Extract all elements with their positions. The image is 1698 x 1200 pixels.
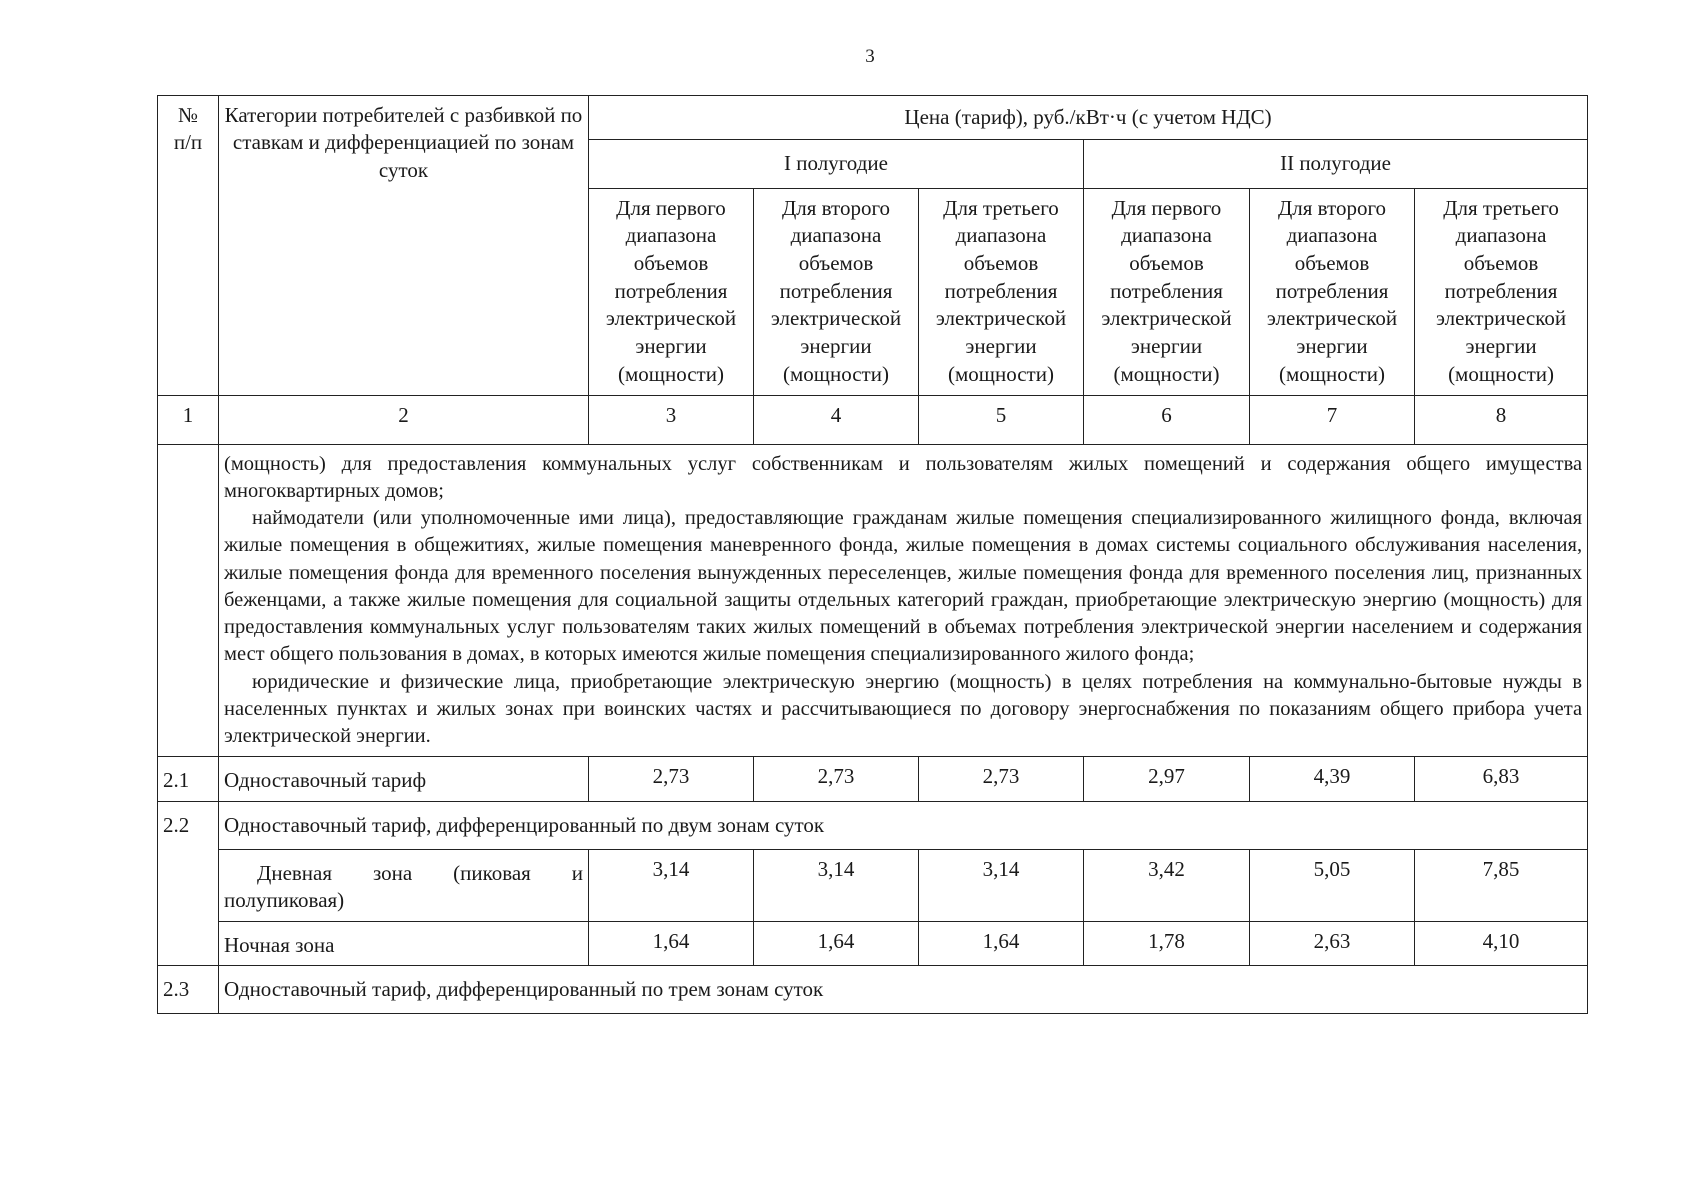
range-5-line-1: Для второго <box>1277 195 1387 220</box>
range-3-line-2: диапазона <box>955 223 1047 248</box>
range-5-line-6: энергии <box>1296 334 1368 359</box>
header-col-num <box>158 96 219 396</box>
row-number: 2.2 <box>158 801 219 965</box>
table-row-2-1 <box>158 757 1588 801</box>
tariff-value: 1,78 <box>1084 921 1250 965</box>
header-row-1 <box>158 96 1588 140</box>
row-label: Одноставочный тариф <box>219 757 589 801</box>
range-6-line-1: Для третьего <box>1443 195 1559 220</box>
range-1-line-3: объемов <box>633 251 709 276</box>
header-range-6 <box>1415 188 1588 395</box>
column-number: 5 <box>919 395 1084 444</box>
day-zone-label-line-2: полупиковая) <box>224 888 345 913</box>
column-number: 6 <box>1084 395 1250 444</box>
tariff-value: 3,14 <box>754 849 919 921</box>
range-2-line-1: Для второго <box>781 195 891 220</box>
description-paragraph-1: (мощность) для предоставления коммунальных услуг собственникам и пользователям жилых помещений и содержания общего имущества многоквартирных домов; <box>224 452 1583 502</box>
tariff-value: 4,39 <box>1250 757 1415 801</box>
range-5-line-7: (мощности) <box>1279 361 1385 386</box>
page-number: 3 <box>865 46 875 67</box>
tariff-value: 7,85 <box>1415 849 1588 921</box>
header-price-title: Цена (тариф), руб./кВт·ч (с учетом НДС) <box>589 96 1588 140</box>
row-label: Одноставочный тариф, дифференцированный по трем зонам суток <box>219 965 1588 1013</box>
column-number: 8 <box>1415 395 1588 444</box>
table-row-2-2-day <box>158 849 1588 921</box>
header-range-3 <box>919 188 1084 395</box>
range-3-line-1: Для третьего <box>943 195 1059 220</box>
range-6-line-3: объемов <box>1463 251 1539 276</box>
tariff-value: 4,10 <box>1415 921 1588 965</box>
header-col-num-line2: п/п <box>173 130 203 155</box>
tariff-value: 2,73 <box>589 757 754 801</box>
range-6-line-6: энергии <box>1465 334 1537 359</box>
tariff-value: 5,05 <box>1250 849 1415 921</box>
range-6-line-7: (мощности) <box>1448 361 1555 386</box>
row-label-day-zone <box>219 849 589 921</box>
column-numbers-row <box>158 395 1588 444</box>
description-cell <box>219 444 1588 757</box>
range-4-line-7: (мощности) <box>1113 361 1220 386</box>
range-4-line-6: энергии <box>1130 334 1203 359</box>
column-number: 1 <box>158 395 219 444</box>
range-2-line-4: потребления <box>779 278 893 303</box>
range-3-line-3: объемов <box>963 251 1039 276</box>
range-4-line-3: объемов <box>1129 251 1204 276</box>
header-range-4 <box>1084 188 1250 395</box>
tariff-value: 2,73 <box>754 757 919 801</box>
tariff-value: 3,14 <box>919 849 1084 921</box>
header-col-category: Категории потребителей с разбивкой по ставкам и дифференциацией по зонам суток <box>219 96 589 396</box>
row-label-night-zone: Ночная зона <box>219 921 589 965</box>
tariff-value: 1,64 <box>589 921 754 965</box>
day-zone-label-line-1: Дневная зона (пиковая и <box>257 860 583 885</box>
row-number: 2.1 <box>158 757 219 801</box>
table-row-2-2-night <box>158 921 1588 965</box>
range-4-line-5: электрической <box>1101 306 1232 331</box>
header-half-2: II полугодие <box>1084 140 1588 188</box>
range-5-line-3: объемов <box>1294 251 1370 276</box>
tariff-value: 3,42 <box>1084 849 1250 921</box>
table-row-2-2 <box>158 801 1588 849</box>
range-5-line-2: диапазона <box>1286 223 1378 248</box>
range-2-line-7: (мощности) <box>783 361 889 386</box>
range-3-line-6: энергии <box>965 334 1037 359</box>
range-4-line-4: потребления <box>1110 278 1223 303</box>
range-4-line-2: диапазона <box>1121 223 1212 248</box>
header-half-1: I полугодие <box>589 140 1084 188</box>
range-4-line-1: Для первого <box>1111 195 1222 220</box>
range-3-line-5: электрической <box>935 306 1067 331</box>
description-num-cell <box>158 444 219 757</box>
description-row <box>158 444 1588 757</box>
range-2-line-2: диапазона <box>790 223 882 248</box>
header-range-5 <box>1250 188 1415 395</box>
header-range-2 <box>754 188 919 395</box>
tariff-table <box>157 95 1588 1014</box>
tariff-value: 2,63 <box>1250 921 1415 965</box>
range-2-line-3: объемов <box>798 251 874 276</box>
range-2-line-6: энергии <box>800 334 872 359</box>
tariff-value: 2,97 <box>1084 757 1250 801</box>
header-col-num-line1: № <box>177 103 199 127</box>
description-paragraph-2: наймодатели (или уполномоченные ими лица), предоставляющие гражданам жилые помещения специализированного жилищного фонда, включая жилые помещения в общежитиях, жилые помещения маневренного фонда, жилые помещения в домах системы социального обслуживания населения, жилые помещения фонда для временного поселения вынужденных переселенцев, жилые помещения фонда для временного поселения лиц, признанных беженцами, а также жилые помещения для социальной защиты отдельных категорий граждан, приобретающие электрическую энергию (мощность) для предоставления коммунальных услуг пользователям таких жилых помещений в объемах потребления электрической энергии населением и содержания мест общего пользования в домах, в которых имеются жилые помещения специализированного жилого фонда; <box>224 507 1583 666</box>
range-6-line-2: диапазона <box>1455 223 1547 248</box>
row-label: Одноставочный тариф, дифференцированный по двум зонам суток <box>219 801 1588 849</box>
tariff-value: 3,14 <box>589 849 754 921</box>
tariff-value: 2,73 <box>919 757 1084 801</box>
range-1-line-7: (мощности) <box>618 361 724 386</box>
header-range-1 <box>589 188 754 395</box>
tariff-value: 1,64 <box>919 921 1084 965</box>
range-6-line-5: электрической <box>1435 306 1567 331</box>
column-number: 3 <box>589 395 754 444</box>
range-5-line-4: потребления <box>1275 278 1389 303</box>
tariff-value: 6,83 <box>1415 757 1588 801</box>
row-number: 2.3 <box>158 965 219 1013</box>
column-number: 4 <box>754 395 919 444</box>
range-1-line-4: потребления <box>614 278 728 303</box>
table-row-2-3 <box>158 965 1588 1013</box>
range-1-line-2: диапазона <box>625 223 717 248</box>
range-1-line-6: энергии <box>635 334 707 359</box>
range-3-line-4: потребления <box>944 278 1058 303</box>
range-1-line-1: Для первого <box>616 195 726 220</box>
range-2-line-5: электрической <box>770 306 902 331</box>
column-number: 7 <box>1250 395 1415 444</box>
range-6-line-4: потребления <box>1444 278 1558 303</box>
column-number: 2 <box>219 395 589 444</box>
range-1-line-5: электрической <box>605 306 737 331</box>
description-paragraph-3: юридические и физические лица, приобретающие электрическую энергию (мощность) в целях потребления на коммунально-бытовые нужды в населенных пунктах и жилых зонах при воинских частях и рассчитывающиеся по договору энергоснабжения по показаниям общего прибора учета электрической энергии. <box>224 670 1583 748</box>
range-5-line-5: электрической <box>1266 306 1398 331</box>
tariff-value: 1,64 <box>754 921 919 965</box>
range-3-line-7: (мощности) <box>948 361 1054 386</box>
